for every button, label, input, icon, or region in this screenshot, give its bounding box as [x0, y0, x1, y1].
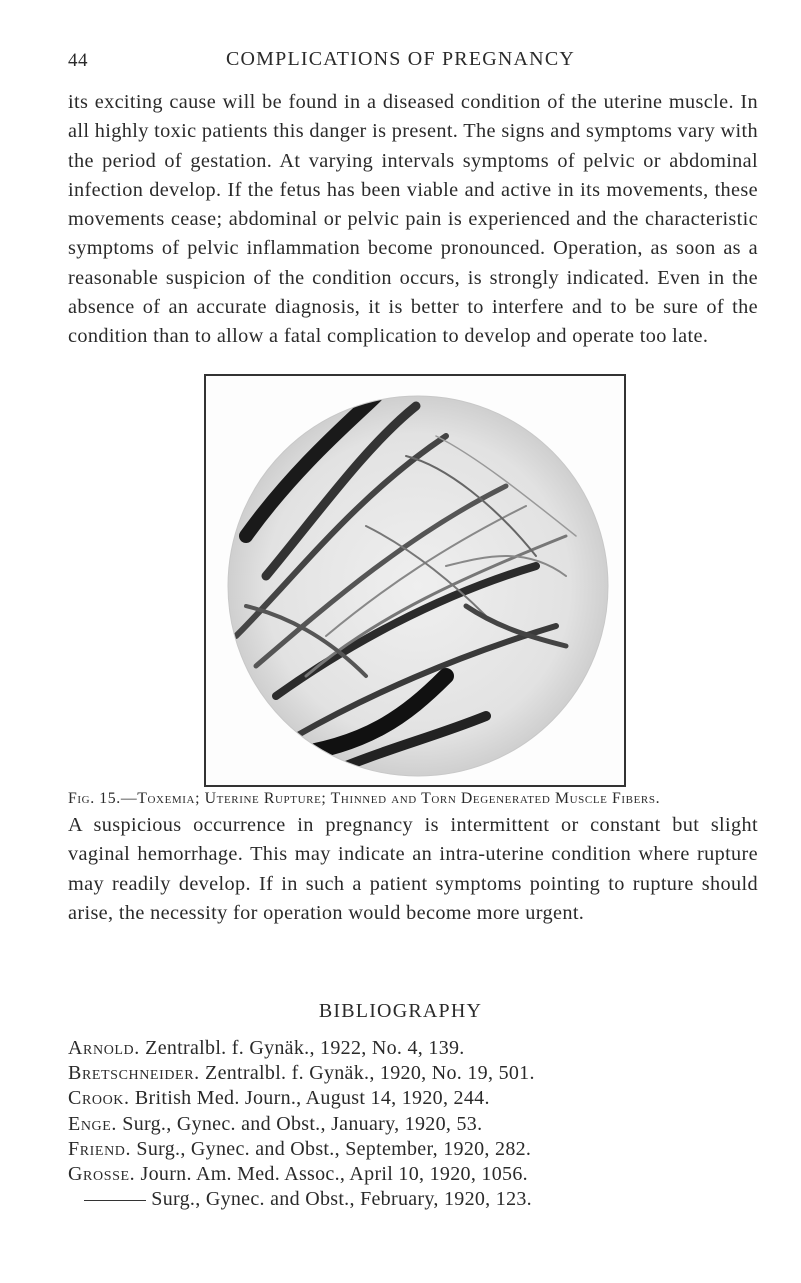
bibliography-list [68, 1036, 768, 1212]
bib-citation: Zentralbl. f. Gynäk., 1920, No. 19, 501. [199, 1062, 535, 1085]
bibliography-entry [68, 1036, 768, 1061]
bib-citation: Journ. Am. Med. Assoc., April 10, 1920, 1056. [135, 1163, 528, 1186]
bib-author: Crook. [68, 1087, 130, 1110]
bib-citation: Surg., Gynec. and Obst., January, 1920, 53. [117, 1112, 483, 1135]
bibliography-entry [68, 1137, 768, 1162]
body-paragraph: its exciting cause will be found in a diseased condition of the uterine muscle. In all highly toxic patients this danger is present. The signs and symptoms vary with the period of gestation. At varying intervals symptoms of pelvic or abdominal infection develop. If the fetus has been viable and active in its movements, these movements cease; abdominal or pelvic pain is experienced and the characteristic symptoms of pelvic inflammation become pronounced. Operation, as soon as a reasonable suspicion of the condition occurs, is strongly indicated. Even in the absence of an accurate diagnosis, it is better to interfere and to be sure of the condition than to allow a fatal complication to develop and operate too late. [68, 91, 758, 348]
bibliography-entry [68, 1112, 768, 1137]
bib-author: Enge. [68, 1112, 117, 1135]
bibliography-entry [68, 1187, 768, 1212]
ditto-dash [84, 1200, 146, 1201]
bibliography-heading: BIBLIOGRAPHY [318, 1000, 483, 1022]
figure-caption-text: —Toxemia; Uterine Rupture; Thinned and Torn Degenerated Muscle Fibers. [120, 790, 661, 807]
running-title: COMPLICATIONS OF PREGNANCY [225, 48, 576, 70]
bib-author: Arnold. [68, 1037, 140, 1059]
micrograph-figure [204, 374, 626, 787]
bib-author: Grosse. [68, 1163, 136, 1186]
page-number: 44 [68, 50, 88, 71]
figure-caption [68, 790, 768, 808]
bib-author: Bretschneider. [68, 1062, 200, 1085]
bib-author: Friend. [68, 1137, 132, 1160]
micrograph-image [206, 376, 624, 785]
bib-citation: British Med. Journ., August 14, 1920, 244. [129, 1087, 490, 1110]
figure-label: Fig. 15. [68, 790, 121, 807]
bib-citation: Surg., Gynec. and Obst., February, 1920, 123. [146, 1188, 532, 1211]
bibliography-entry [68, 1086, 768, 1111]
bibliography-entry [68, 1061, 768, 1086]
body-paragraph: A suspicious occurrence in pregnancy is intermittent or constant but slight vaginal hemorrhage. This may indicate an intra-uterine condition where rupture may readily develop. If in such a patient symptoms pointing to rupture should arise, the necessity for operation would become more urgent. [68, 814, 758, 924]
bib-citation: Surg., Gynec. and Obst., September, 1920, 282. [131, 1137, 532, 1160]
bibliography-entry [68, 1162, 768, 1187]
bib-citation: Zentralbl. f. Gynäk., 1922, No. 4, 139. [139, 1037, 465, 1059]
